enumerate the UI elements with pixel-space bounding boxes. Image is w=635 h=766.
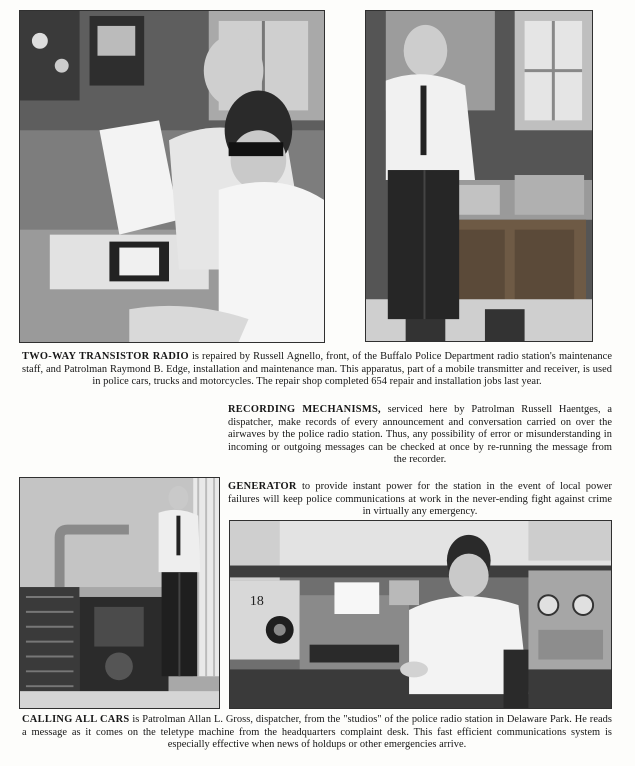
caption-lead: TWO-WAY TRANSISTOR RADIO	[22, 351, 189, 362]
caption-recording-mechanisms	[228, 404, 612, 467]
caption-body: serviced here by Patrolman Russell Haentges, a dispatcher, make records of every announcement and conversation carried on over the airwaves by the police radio station. Thus, any possibility of error or misunderstanding in incoming or outgoing messages can be checked at once by re-running the message from the recorder.	[228, 404, 612, 466]
photo-recording-mechanisms	[365, 10, 593, 342]
photo-generator	[19, 477, 220, 709]
caption-lead: CALLING ALL CARS	[22, 714, 130, 725]
caption-body: is Patrolman Allan L. Gross, dispatcher, from the "studios" of the police radio station in Delaware Park. He reads a message as it comes on the teletype machine from the headquarters complaint desk. This fast efficient communications system is especially effective when news of holdups or other emergencies arrive.	[22, 714, 612, 751]
caption-lead: GENERATOR	[228, 481, 297, 492]
caption-lead: RECORDING MECHANISMS,	[228, 404, 381, 415]
caption-generator	[228, 481, 612, 519]
caption-transistor-radio	[22, 351, 612, 389]
caption-calling-all-cars	[22, 714, 612, 752]
caption-body: to provide instant power for the station in the event of local power failures will keep police communications at work in the never-ending fight against crime in virtually any emergency.	[228, 481, 612, 518]
card-number: 18	[249, 594, 264, 610]
caption-body: is repaired by Russell Agnello, front, of the Buffalo Police Department radio station's maintenance staff, and Patrolman Raymond B. Edge, installation and maintenance man. This apparatus, part of a mobile transmitter and receiver, is used in police cars, trucks and motorcycles. The repair shop completed 654 repair and installation jobs last year.	[22, 351, 612, 388]
photo-radio-repair	[19, 10, 325, 343]
photo-calling-all-cars	[229, 520, 612, 709]
